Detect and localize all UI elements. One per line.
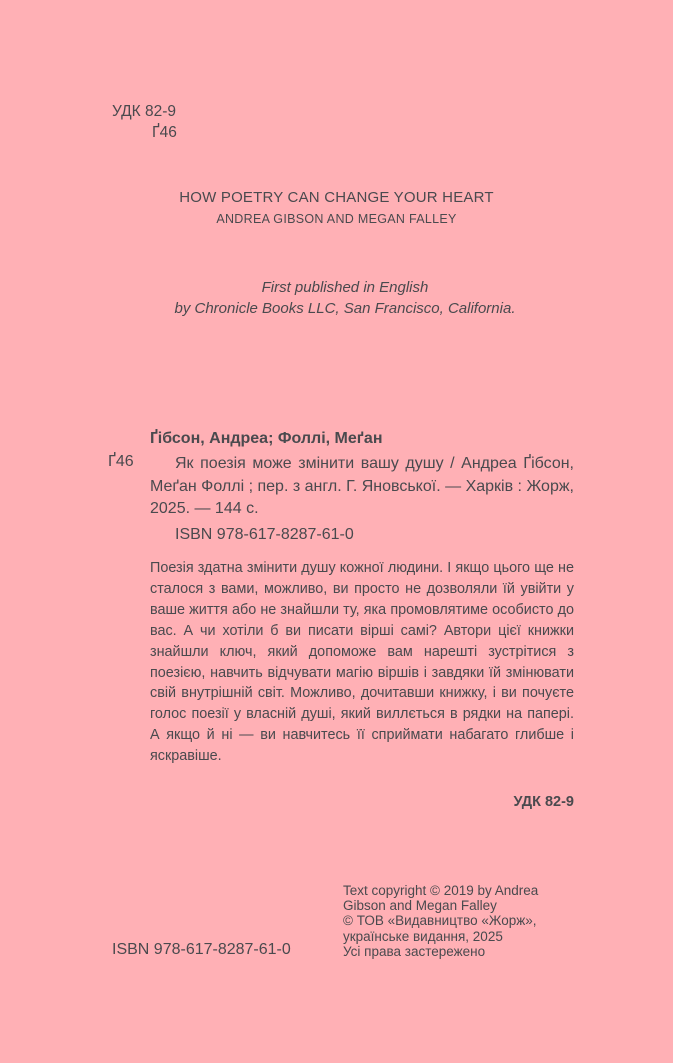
copyright-block <box>343 883 573 959</box>
udk-header <box>112 101 177 143</box>
first-published-line2: by Chronicle Books LLC, San Francisco, California. <box>174 300 516 317</box>
catalog-author-code: Ґ46 <box>108 453 134 470</box>
copyright-line: Text copyright © 2019 by Andrea <box>343 883 539 898</box>
original-title: HOW POETRY CAN CHANGE YOUR HEART <box>179 189 494 206</box>
copyright-line: Gibson and Megan Falley <box>343 898 497 914</box>
copyright-line: © ТОВ «Видавництво «Жорж», <box>343 913 537 929</box>
isbn-bottom: ISBN 978-617-8287-61-0 <box>112 941 291 958</box>
first-published-line1: First published in English <box>261 279 429 296</box>
catalog-author-heading: Ґібсон, Андреа; Фоллі, Меґан <box>150 430 383 447</box>
copyright-line: українське видання, 2025 <box>343 928 503 944</box>
catalog-description: Як поезія може змінити вашу душу / Андреа Ґібсон, Меґан Фоллі ; пер. з англ. Г. Яновської. — Харків : Жорж, 2025. — 144 с. <box>150 455 574 517</box>
original-authors: ANDREA GIBSON AND MEGAN FALLEY <box>216 212 457 226</box>
catalog-isbn: ISBN 978-617-8287-61-0 <box>175 526 354 543</box>
copyright-line: Усі права застережено <box>343 943 486 959</box>
first-published-note <box>0 277 673 319</box>
author-code: Ґ46 <box>152 124 177 141</box>
annotation-text: Поезія здатна змінити душу кожної людини. І якщо цього ще не сталося з вами, можливо, ви просто не дозволяли їй увійти у ваше життя або не знайшли ту, яка промовлятиме особисто до вас. А чи хотіли б ви писати вірші самі? Автори цієї книжки знайшли ключ, який допоможе вам нарешті зустрітися з поезією, навчить відчувати магію віршів і завдяки їй змінювати свій внутрішній світ. Можливо, дочитавши книжку, і ви почуєте голос поезії у власній душі, який виллється в рядки на папері. А якщо й ні — ви навчитесь її сприймати набагато глибше і яскравіше. <box>150 560 574 765</box>
udk-bottom: УДК 82-9 <box>513 794 574 810</box>
udk-code: УДК 82-9 <box>112 103 177 120</box>
